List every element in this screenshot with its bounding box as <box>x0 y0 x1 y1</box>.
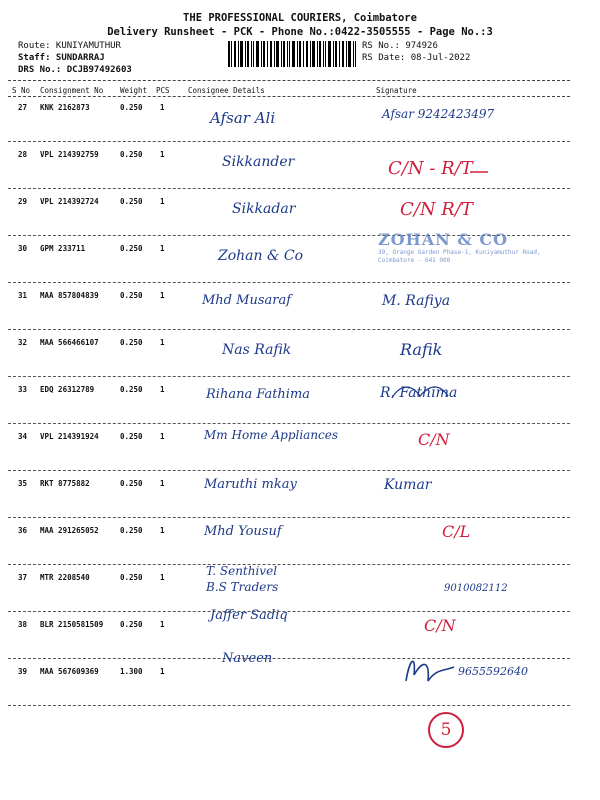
row-signature-handwriting: C/N <box>424 616 456 635</box>
col-header-signature: Signature <box>376 86 417 95</box>
row-pcs: 1 <box>160 244 165 253</box>
row-weight: 0.250 <box>120 620 143 629</box>
row-pcs: 1 <box>160 385 165 394</box>
circled-page-count: 5 <box>428 712 464 748</box>
row-sno: 28 <box>18 150 28 159</box>
row-weight: 0.250 <box>120 197 143 206</box>
row-weight: 1.300 <box>120 667 143 676</box>
company-title: THE PROFESSIONAL COURIERS, Coimbatore <box>183 12 417 24</box>
row-pcs: 1 <box>160 291 165 300</box>
row-sno: 34 <box>18 432 28 441</box>
row-weight: 0.250 <box>120 526 143 535</box>
row-consignee-handwriting: Sikkadar <box>232 201 296 217</box>
row-consignee-handwriting: Afsar Ali <box>210 109 276 127</box>
row-consignment: VPL 214392759 <box>40 150 99 159</box>
stamp-address: 39, Orange Garden Phase-1, Kuniyamuthur Road, Coimbatore - 641 008 <box>378 249 541 264</box>
col-header-sno: S No <box>12 86 31 95</box>
row-consignment: VPL 214392724 <box>40 197 99 206</box>
row-sno: 33 <box>18 385 28 394</box>
col-header-pcs: PCS <box>156 86 170 95</box>
row-signature-handwriting: 9010082112 <box>444 583 508 594</box>
row-pcs: 1 <box>160 620 165 629</box>
row-pcs: 1 <box>160 479 165 488</box>
row-sno: 29 <box>18 197 28 206</box>
col-header-weight: Weight <box>120 86 148 95</box>
row-weight: 0.250 <box>120 385 143 394</box>
row-consignment: BLR 2150581509 <box>40 620 104 629</box>
row-signature-handwriting: C/N - R/T <box>388 158 473 179</box>
row-pcs: 1 <box>160 197 165 206</box>
row-consignee-handwriting: Maruthi mkay <box>204 477 297 492</box>
row-consignee-handwriting: Zohan & Co <box>218 248 304 264</box>
row-sno: 37 <box>18 573 28 582</box>
row-pcs: 1 <box>160 150 165 159</box>
row-signature-handwriting: M. Rafiya <box>382 293 451 309</box>
row-signature-handwriting: C/L <box>442 522 471 541</box>
row-consignee-handwriting: Mhd Musaraf <box>202 293 292 308</box>
row-signature-handwriting: 9655592640 <box>458 665 528 678</box>
row-pcs: 1 <box>160 573 165 582</box>
row-sno: 31 <box>18 291 28 300</box>
rs-number: RS No.: 974926 <box>362 41 438 51</box>
row-sno: 38 <box>18 620 28 629</box>
row-consignee-handwriting: Naveen <box>222 651 273 666</box>
rs-date: RS Date: 08-Jul-2022 <box>362 53 471 63</box>
row-sno: 35 <box>18 479 28 488</box>
row-sno: 32 <box>18 338 28 347</box>
row-signature-handwriting: C/N R/T <box>400 199 473 220</box>
row-weight: 0.250 <box>120 432 143 441</box>
row-signature-handwriting: Rafik <box>400 340 443 359</box>
row-weight: 0.250 <box>120 338 143 347</box>
row-pcs: 1 <box>160 667 165 676</box>
staff-label: Staff: SUNDARRAJ <box>18 53 105 63</box>
row-consignee-handwriting: Mhd Yousuf <box>204 524 282 539</box>
row-consignment: KNK 2162873 <box>40 103 90 112</box>
row-consignment: MAA 291265052 <box>40 526 99 535</box>
route-label: Route: KUNIYAMUTHUR <box>18 41 121 51</box>
row-consignment: MAA 857804839 <box>40 291 99 300</box>
row-consignee-handwriting: T. Senthivel B.S Traders <box>206 564 279 594</box>
row-consignment: VPL 214391924 <box>40 432 99 441</box>
row-signature-handwriting: Kumar <box>384 477 432 493</box>
row-weight: 0.250 <box>120 244 143 253</box>
row-consignment: RKT 8775882 <box>40 479 90 488</box>
stamp-company-name: ZOHAN & CO <box>378 230 509 249</box>
row-weight: 0.250 <box>120 573 143 582</box>
row-signature-handwriting: C/N <box>418 430 450 449</box>
row-consignee-handwriting: Rihana Fathima <box>206 387 311 402</box>
row-weight: 0.250 <box>120 103 143 112</box>
runsheet-title: Delivery Runsheet - PCK - Phone No.:0422-3505555 - Page No.:3 <box>107 26 493 38</box>
row-sno: 36 <box>18 526 28 535</box>
row-consignee-handwriting: Jaffer Sadiq <box>210 608 288 623</box>
row-consignee-handwriting: Sikkander <box>222 154 295 170</box>
row-signature-handwriting: Afsar 9242423497 <box>382 107 495 121</box>
drs-number: DRS No.: DCJB97492603 <box>18 65 132 75</box>
row-consignee-handwriting: Nas Rafik <box>222 342 292 358</box>
row-consignment: GPM 233711 <box>40 244 86 253</box>
row-sno: 27 <box>18 103 28 112</box>
row-pcs: 1 <box>160 103 165 112</box>
row-consignment: MAA 567609369 <box>40 667 99 676</box>
row-sno: 39 <box>18 667 28 676</box>
row-weight: 0.250 <box>120 150 143 159</box>
col-header-consignment: Consignment No <box>40 86 104 95</box>
row-consignment: MTR 2208540 <box>40 573 90 582</box>
row-pcs: 1 <box>160 338 165 347</box>
company-stamp <box>378 230 558 282</box>
row-weight: 0.250 <box>120 291 143 300</box>
row-signature-handwriting: R. Fathima <box>380 385 458 401</box>
row-consignment: EDQ 26312789 <box>40 385 95 394</box>
col-header-consignee: Consignee Details <box>188 86 265 95</box>
row-consignment: MAA 566466107 <box>40 338 99 347</box>
row-sno: 30 <box>18 244 28 253</box>
row-consignee-handwriting: Mm Home Appliances <box>204 428 339 442</box>
row-pcs: 1 <box>160 432 165 441</box>
row-weight: 0.250 <box>120 479 143 488</box>
row-pcs: 1 <box>160 526 165 535</box>
